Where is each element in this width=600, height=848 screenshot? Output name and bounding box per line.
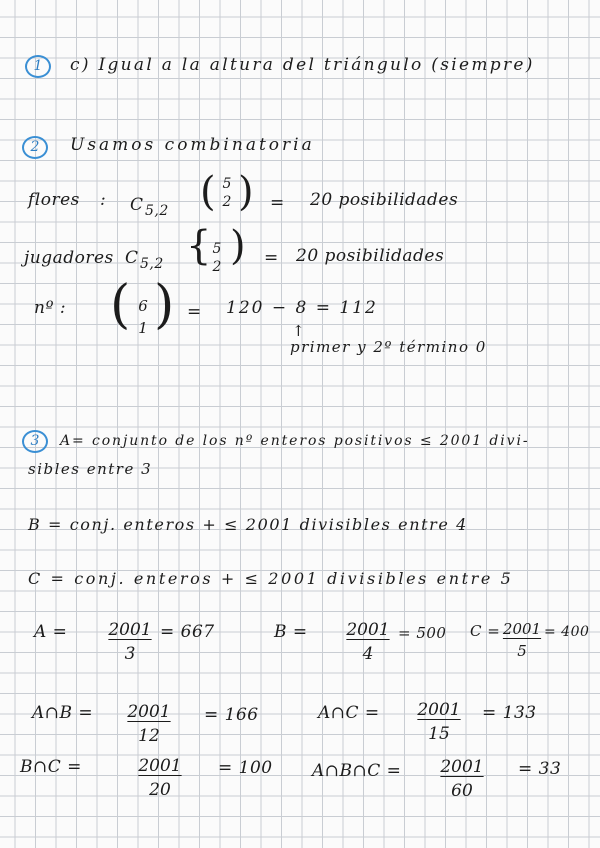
flores-binomial: [220, 175, 234, 211]
numeros-result: 120 − 8 = 112: [226, 298, 378, 318]
fraction-numerator: 2001: [502, 620, 542, 638]
intersection-bc-result: = 100: [218, 758, 273, 778]
intersection-ab-label: A∩B =: [32, 703, 94, 723]
count-c-fraction: [498, 620, 546, 660]
flores-open-paren: (: [200, 169, 216, 215]
item-number-2: 2: [22, 136, 48, 159]
intersection-bc-label: B∩C =: [20, 757, 82, 777]
intersection-abc-result: = 33: [518, 759, 562, 779]
answer-2-heading: Usamos combinatoria: [70, 135, 315, 155]
binomial-top: 6: [138, 297, 148, 315]
jugadores-c-subscript: 5,2: [140, 256, 164, 272]
binomial-bottom: 2: [222, 194, 232, 210]
numeros-close-paren: ): [154, 275, 175, 335]
flores-c-subscript: 5,2: [145, 203, 169, 219]
fraction-numerator: 2001: [138, 756, 182, 776]
answer-3-set-a: A= conjunto de los nº enteros positivos ≤ 2001 divi-: [60, 433, 530, 449]
fraction-numerator: 2001: [417, 700, 461, 720]
numeros-binomial: [136, 295, 150, 339]
intersection-ac-result: = 133: [482, 703, 537, 723]
flores-colon: :: [100, 190, 107, 210]
jugadores-binomial: [210, 240, 224, 276]
item-number-1: 1: [25, 55, 51, 78]
numeros-note: primer y 2º término 0: [290, 338, 487, 356]
numeros-arrow: ↑: [292, 322, 306, 340]
fraction-denominator: 4: [362, 644, 374, 664]
flores-result: 20 posibilidades: [310, 190, 459, 210]
fraction-numerator: 2001: [440, 757, 484, 777]
fraction-denominator: 12: [138, 726, 160, 746]
jugadores-c: C: [125, 248, 139, 268]
set-c-definition: C = conj. enteros + ≤ 2001 divisibles entre 5: [28, 569, 514, 588]
flores-label: flores: [28, 190, 80, 210]
jugadores-label: jugadores: [24, 248, 114, 268]
jugadores-equals: =: [264, 248, 279, 268]
intersection-ab-result: = 166: [204, 705, 259, 725]
count-a-result: = 667: [160, 622, 215, 642]
fraction-denominator: 3: [124, 644, 136, 664]
flores-close-paren: ): [238, 169, 254, 215]
count-b-result: = 500: [398, 624, 447, 642]
fraction-numerator: 2001: [127, 702, 171, 722]
count-a-label: A =: [34, 622, 68, 642]
binomial-bottom: 2: [212, 259, 222, 275]
flores-equals: =: [270, 193, 285, 213]
count-b-fraction: [338, 620, 398, 664]
fraction-denominator: 5: [517, 642, 527, 660]
numeros-open-paren: (: [110, 275, 131, 335]
answer-3-set-a-continued: sibles entre 3: [28, 460, 153, 478]
binomial-top: 5: [212, 241, 222, 257]
answer-1-text: c) Igual a la altura del triángulo (siempre): [70, 55, 535, 75]
item-number-3: 3: [22, 430, 48, 453]
intersection-ab-fraction: [118, 702, 180, 746]
intersection-bc-fraction: [128, 756, 192, 800]
fraction-numerator: 2001: [346, 620, 390, 640]
jugadores-close-paren: ): [230, 223, 246, 269]
intersection-abc-fraction: [430, 757, 494, 801]
flores-c: C: [130, 195, 144, 215]
set-b-definition: B = conj. enteros + ≤ 2001 divisibles entre 4: [28, 515, 468, 534]
intersection-ac-fraction: [406, 700, 472, 744]
count-a-fraction: [100, 620, 160, 664]
jugadores-open-brace: {: [186, 223, 212, 269]
count-c-label: C =: [470, 622, 501, 640]
count-c-result: = 400: [544, 624, 590, 640]
intersection-abc-label: A∩B∩C =: [312, 761, 402, 781]
numeros-label: nº :: [34, 298, 67, 318]
intersection-ac-label: A∩C =: [318, 703, 380, 723]
numeros-equals: =: [187, 302, 202, 322]
fraction-denominator: 20: [149, 780, 171, 800]
fraction-denominator: 60: [451, 781, 473, 801]
fraction-numerator: 2001: [108, 620, 152, 640]
fraction-denominator: 15: [428, 724, 450, 744]
jugadores-result: 20 posibilidades: [296, 246, 445, 266]
count-b-label: B =: [274, 622, 308, 642]
binomial-top: 5: [222, 176, 232, 192]
binomial-bottom: 1: [138, 319, 148, 337]
